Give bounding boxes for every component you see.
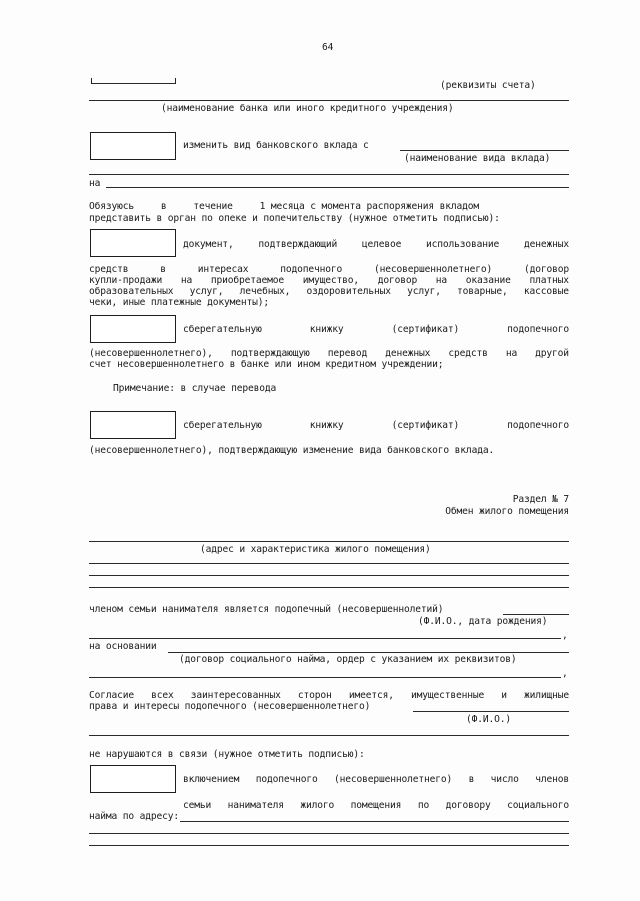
doc1-line5: чеки, иные платежные документы); (89, 297, 270, 308)
inclusion-address-line[interactable] (180, 821, 569, 822)
inclusion-line1: включением подопечного (несовершеннолетнего) в число членов (183, 774, 569, 785)
not-violated-text: не нарушаются в связи (нужное отметить подписью): (89, 749, 365, 760)
doc1-signature-box[interactable] (90, 229, 176, 257)
address-caption: (адрес и характеристика жилого помещения) (200, 544, 431, 555)
consent-name-line[interactable] (413, 711, 569, 712)
doc2-line3: счет несовершеннолетнего в банке или ином кредитном учреждении; (89, 359, 444, 370)
address-line[interactable] (89, 541, 569, 542)
inclusion-address-line-2[interactable] (89, 833, 569, 834)
basis-caption: (договор социального найма, ордер с указанием их реквизитов) (179, 654, 517, 665)
doc2-signature-box[interactable] (90, 315, 176, 343)
doc1-line1: документ, подтверждающий целевое использование денежных (183, 239, 569, 250)
address-line-4[interactable] (89, 587, 569, 588)
section-number: Раздел № 7 (512, 494, 569, 505)
bank-name-caption: (наименование банка или иного кредитного учреждения) (161, 103, 454, 114)
doc2-line2: (несовершеннолетнего), подтверждающую перевод денежных средств на другой (89, 348, 569, 359)
inclusion-line2: семьи нанимателя жилого помещения по договору социального (183, 800, 569, 811)
family-member-line[interactable] (503, 614, 569, 615)
doc1-line2: средств в интересах подопечного (несовершеннолетнего) (договор (89, 264, 569, 275)
doc1-line4: образовательных услуг, лечебных, оздоровительных услуг, товарные, кассовые (89, 286, 569, 297)
doc1-line3: купли-продажи на приобретаемое имущество, договор на оказание платных (89, 275, 569, 286)
basis-label: на основании (89, 641, 157, 652)
family-member-line-2[interactable] (89, 638, 561, 639)
consent-caption: (Ф.И.О.) (466, 714, 512, 725)
new-deposit-line[interactable] (106, 187, 569, 188)
doc3-line1: сберегательную книжку (сертификат) подопечного (183, 420, 569, 431)
account-bracket-line (91, 83, 175, 84)
change-deposit-signature-box[interactable] (90, 132, 176, 160)
bank-name-line[interactable] (89, 100, 569, 101)
basis-line-2[interactable] (89, 677, 561, 678)
transfer-note: Примечание: в случае перевода (113, 383, 277, 394)
account-bracket-left (91, 78, 92, 84)
inclusion-address-line-3[interactable] (89, 845, 569, 846)
family-member-caption: (Ф.И.О., дата рождения) (418, 616, 548, 627)
consent-line-2[interactable] (89, 735, 569, 736)
inclusion-line3: найма по адресу: (89, 811, 180, 822)
obligation-line1: Обязуюсь в течение 1 месяца с момента распоряжения вкладом (89, 201, 479, 212)
consent-line2: права и интересы подопечного (несовершеннолетнего) (89, 701, 371, 712)
to-label: на (89, 178, 101, 189)
address-line-3[interactable] (89, 575, 569, 576)
blank-line[interactable] (89, 174, 569, 175)
obligation-line2: представить в орган по опеке и попечительству (нужное отметить подписью): (89, 213, 500, 224)
account-details-label: (реквизиты счета) (440, 80, 536, 91)
deposit-type-line[interactable] (400, 150, 569, 151)
family-comma: , (562, 630, 568, 641)
section-title: Обмен жилого помещения (445, 506, 569, 517)
consent-line1: Согласие всех заинтересованных сторон имеется, имущественные и жилищные (89, 690, 569, 701)
doc3-signature-box[interactable] (90, 411, 176, 439)
account-bracket-right (175, 78, 176, 84)
change-deposit-text: изменить вид банковского вклада с (183, 140, 369, 151)
family-member-text: членом семьи нанимателя является подопечный (несовершеннолетий) (89, 604, 444, 615)
page-number: 64 (322, 42, 334, 53)
doc2-line1: сберегательную книжку (сертификат) подопечного (183, 324, 569, 335)
basis-line[interactable] (168, 652, 569, 653)
inclusion-signature-box[interactable] (90, 765, 176, 793)
doc3-line2: (несовершеннолетнего), подтверждающую изменение вида банковского вклада. (89, 445, 495, 456)
deposit-type-caption: (наименование вида вклада) (404, 153, 551, 164)
basis-comma: , (562, 668, 568, 679)
address-line-2[interactable] (89, 563, 569, 564)
